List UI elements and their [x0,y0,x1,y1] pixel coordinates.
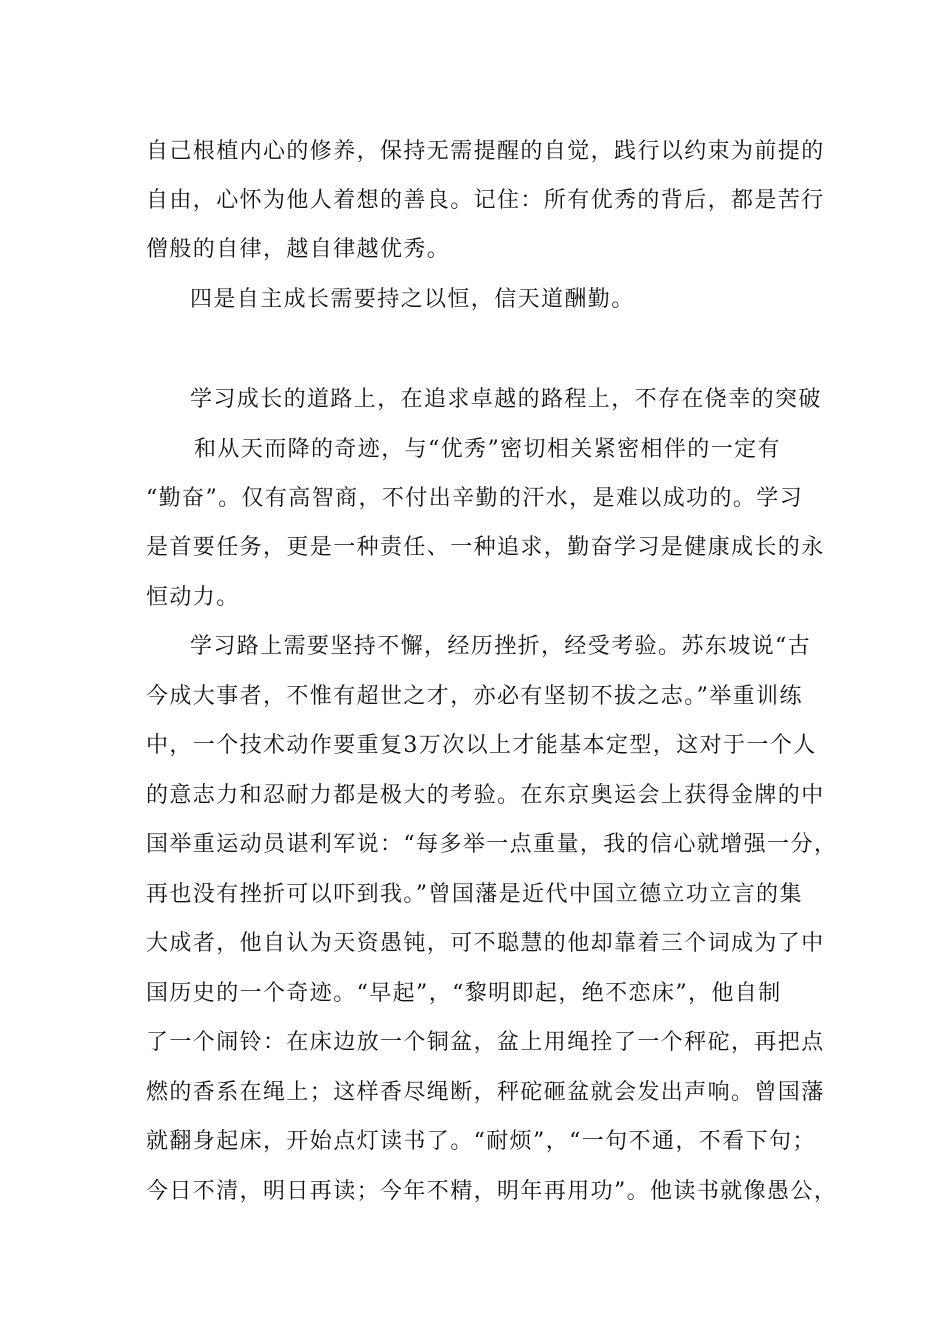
text-line: 国举重运动员谌利军说：“每多举一点重量，我的信心就增强一分， [146,832,838,857]
text-line: “勤奋”。仅有高智商，不付出辛勤的汗水，是难以成功的。学习 [146,486,804,511]
text-line: 僧般的自律，越自律越优秀。 [146,237,451,262]
text-line: 今成大事者，不惟有超世之才，亦必有坚韧不拔之志。”举重训练 [146,684,803,709]
text-line: 大成者，他自认为天资愚钝，可不聪慧的他却靠着三个词成为了中 [146,931,825,956]
text-line: 的意志力和忍耐力都是极大的考验。在东京奥运会上获得金牌的中 [146,783,825,808]
text-line: 燃的香系在绳上；这样香尽绳断，秤砣砸盆就会发出声响。曾国藩 [146,1080,825,1105]
text-line: 和从天而降的奇迹，与“优秀”密切相关紧密相伴的一定有 [194,437,781,462]
text-line: 恒动力。 [146,585,240,610]
text-line: 中，一个技术动作要重复3万次以上才能基本定型，这对于一个人 [146,733,817,758]
text-line: 了一个闹铃：在床边放一个铜盆，盆上用绳拴了一个秤砣，再把点 [146,1030,825,1055]
section-heading: 四是自主成长需要持之以恒，信天道酬勤。 [190,287,635,312]
text-line: 是首要任务，更是一种责任、一种追求，勤奋学习是健康成长的永 [146,535,825,560]
text-line: 就翻身起床，开始点灯读书了。“耐烦”，“一句不通，不看下句； [146,1129,816,1154]
text-line: 学习成长的道路上，在追求卓越的路程上，不存在侥幸的突破 [190,387,822,412]
text-line: 国历史的一个奇迹。“早起”，“黎明即起，绝不恋床”，他自制 [146,981,782,1006]
text-line: 再也没有挫折可以吓到我。”曾国藩是近代中国立德立功立言的集 [146,882,803,907]
text-line: 今日不清，明日再读；今年不精，明年再用功”。他读书就像愚公， [146,1179,838,1204]
text-line: 自己根植内心的修养，保持无需提醒的自觉，践行以约束为前提的 [146,139,825,164]
text-line: 自由，心怀为他人着想的善良。记住：所有优秀的背后，都是苦行 [146,188,825,213]
text-line: 学习路上需要坚持不懈，经历挫折，经受考验。苏东坡说“古 [190,634,812,659]
